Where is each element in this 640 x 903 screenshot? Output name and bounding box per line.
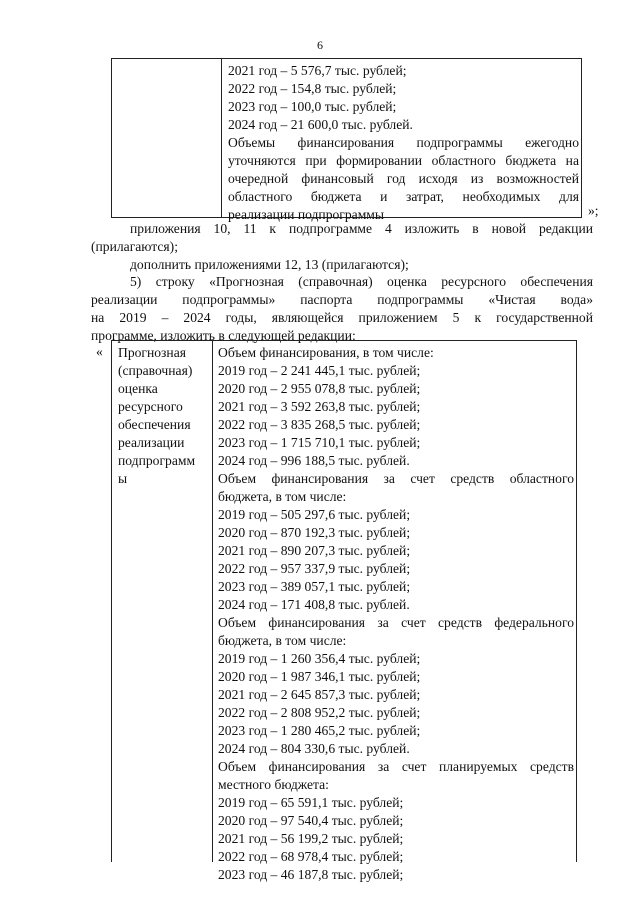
funding-note-line: областного бюджета и затрат, необходимых для [228,189,579,204]
funding-note-line: Объемы финансирования подпрограммы ежегодно [228,135,579,150]
paragraph-line: (прилагаются); [91,239,178,254]
row-header-line: ы [118,471,128,486]
funding-note-last-line: реализации подпрограммы [228,207,385,222]
regional-funding-line: 2022 год – 957 337,9 тыс. рублей; [218,561,411,576]
funding-note-line: очередной финансовый год исходя из возможностей [228,171,579,186]
row-header-line: оценка [118,381,158,396]
local-funding-line: 2023 год – 46 187,8 тыс. рублей; [218,867,404,882]
funding-year-line: 2023 год – 100,0 тыс. рублей; [228,99,397,114]
federal-funding-line: 2019 год – 1 260 356,4 тыс. рублей; [218,651,421,666]
local-funding-heading: местного бюджета: [218,777,329,792]
federal-funding-heading: Объем финансирования за счет средств федерального [218,615,574,630]
funding-year-line: 2021 год – 5 576,7 тыс. рублей; [228,63,407,78]
total-funding-line: 2023 год – 1 715 710,1 тыс. рублей; [218,435,421,450]
local-funding-line: 2019 год – 65 591,1 тыс. рублей; [218,795,404,810]
page-number: 6 [317,38,323,52]
opening-quote: « [96,344,103,359]
federal-funding-line: 2020 год – 1 987 346,1 тыс. рублей; [218,669,421,684]
local-funding-heading: Объем финансирования за счет планируемых средств [218,759,574,774]
row-header-line: ресурсного [118,399,183,414]
paragraph-line: приложения 10, 11 к подпрограмме 4 изложить в новой редакции [130,221,593,236]
paragraph-line: 5) строку «Прогнозная (справочная) оценка ресурсного обеспечения [130,274,593,289]
funding-year-line: 2024 год – 21 600,0 тыс. рублей. [228,117,413,132]
row-header-line: подпрограмм [118,453,196,468]
total-funding-line: 2019 год – 2 241 445,1 тыс. рублей; [218,363,421,378]
regional-funding-line: 2019 год – 505 297,6 тыс. рублей; [218,507,411,522]
federal-funding-line: 2024 год – 804 330,6 тыс. рублей. [218,741,410,756]
total-funding-heading: Объем финансирования, в том числе: [218,345,434,360]
funding-year-line: 2022 год – 154,8 тыс. рублей; [228,81,397,96]
paragraph-line: реализации подпрограммы» паспорта подпрограммы «Чистая вода» [91,292,593,307]
regional-funding-heading: Объем финансирования за счет средств областного [218,471,574,486]
funding-cell [228,62,579,224]
total-funding-line: 2024 год – 996 188,5 тыс. рублей. [218,453,410,468]
regional-funding-heading: бюджета, в том числе: [218,489,347,504]
row-header-line: обеспечения [118,417,191,432]
regional-funding-line: 2020 год – 870 192,3 тыс. рублей; [218,525,411,540]
federal-funding-line: 2023 год – 1 280 465,2 тыс. рублей; [218,723,421,738]
row-header-line: Прогнозная [118,345,186,360]
row-header-line: реализации [118,435,185,450]
regional-funding-line: 2021 год – 890 207,3 тыс. рублей; [218,543,411,558]
paragraph-item-5 [91,273,593,345]
row-header-line: (справочная) [118,363,193,378]
paragraph-line: на 2019 – 2024 годы, являющейся приложением 5 к государственной [91,310,593,325]
total-funding-line: 2021 год – 3 592 263,8 тыс. рублей; [218,399,421,414]
table-column-divider [221,59,222,217]
funding-note-line: уточняются при формировании областного бюджета на [228,153,579,168]
total-funding-line: 2020 год – 2 955 078,8 тыс. рублей; [218,381,421,396]
resource-estimate-table [111,340,577,882]
local-funding-line: 2020 год – 97 540,4 тыс. рублей; [218,813,404,828]
paragraph-line: дополнить приложениями 12, 13 (прилагаются); [130,257,409,272]
total-funding-line: 2022 год – 3 835 268,5 тыс. рублей; [218,417,421,432]
paragraph-line: программе, изложить в следующей редакции: [91,328,356,343]
federal-funding-heading: бюджета, в том числе: [218,633,347,648]
continuation-table [111,58,582,222]
paragraph-appendices-12-13 [91,256,593,274]
row-header-cell [118,344,210,488]
regional-funding-line: 2024 год – 171 408,8 тыс. рублей. [218,597,410,612]
federal-funding-line: 2022 год – 2 808 952,2 тыс. рублей; [218,705,421,720]
closing-quote: »; [588,203,599,218]
funding-details-cell [218,344,574,884]
federal-funding-line: 2021 год – 2 645 857,3 тыс. рублей; [218,687,421,702]
table-column-divider [212,341,213,862]
local-funding-line: 2021 год – 56 199,2 тыс. рублей; [218,831,404,846]
local-funding-line: 2022 год – 68 978,4 тыс. рублей; [218,849,404,864]
paragraph-appendices-10-11 [91,220,593,256]
regional-funding-line: 2023 год – 389 057,1 тыс. рублей; [218,579,411,594]
